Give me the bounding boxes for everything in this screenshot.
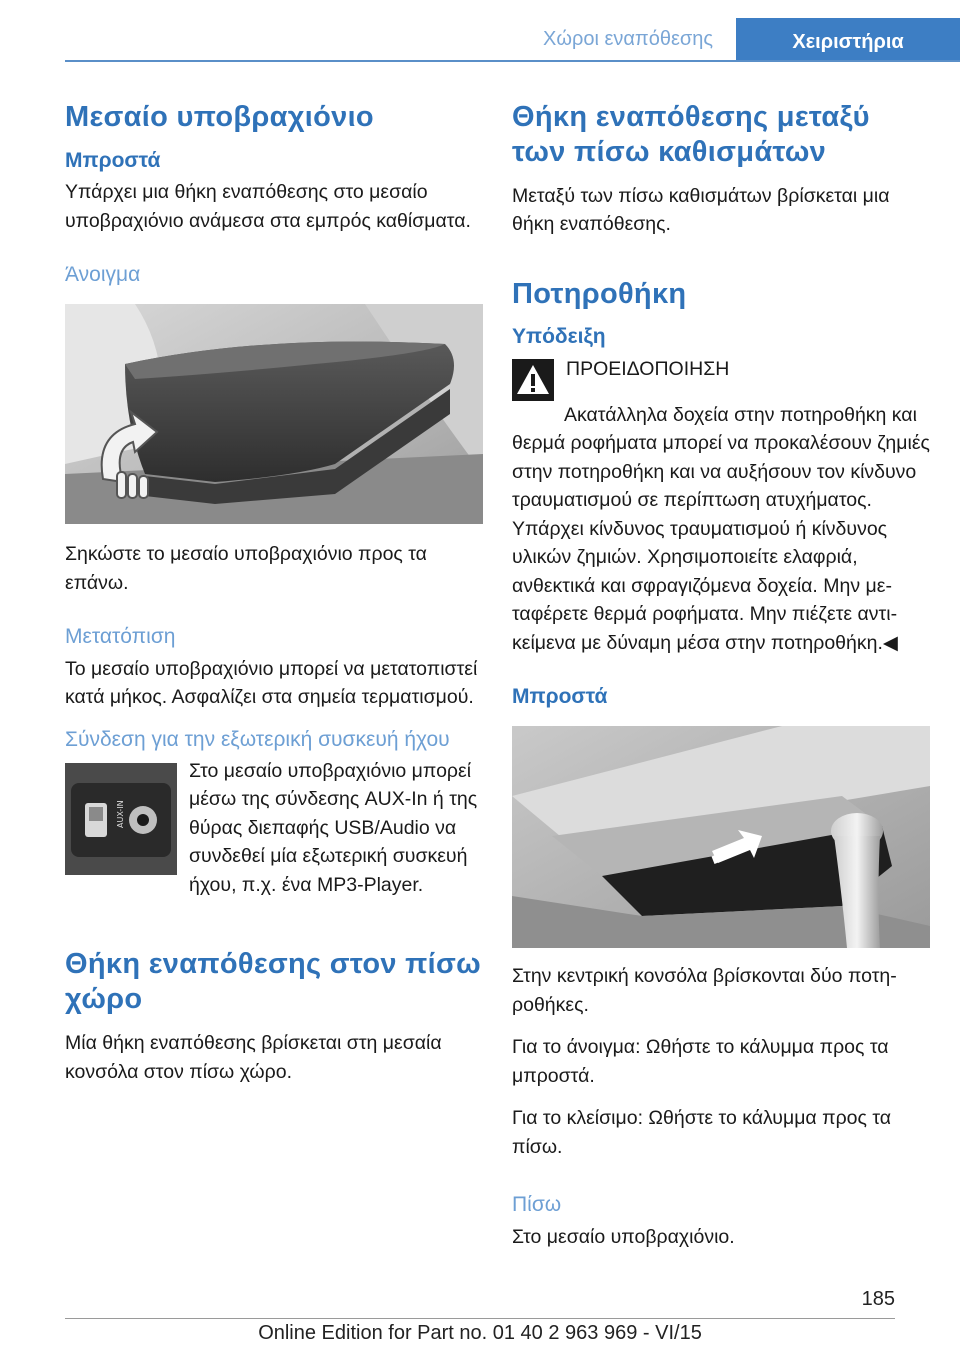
warning-title: ΠΡΟΕΙΔΟΠΟΙΗΣΗ [566, 357, 730, 380]
cupholder-title: Ποτηροθήκη [512, 277, 687, 310]
left-column [65, 100, 483, 1100]
armrest-image [65, 304, 483, 524]
section-tab[interactable]: Χώροι εναπόθεσης [543, 28, 713, 50]
cupholder-front-text1: Στην κεντρική κονσόλα βρίσκονται δύο ποτηροθήκες. [512, 965, 897, 1016]
cupholder-front-text2: Για το άνοιγμα: Ωθήστε το κάλυμμα προς τα μπροστά. [512, 1036, 889, 1087]
audio-heading: Σύνδεση για την εξωτερική συσκευή ήχου [65, 727, 450, 751]
active-tab-controls[interactable]: Χειριστήρια [736, 18, 960, 62]
audio-block [65, 757, 483, 900]
armrest-title: Μεσαίο υποβραχιόνιο [65, 101, 374, 133]
cupholder-front-heading: Μπροστά [512, 685, 608, 709]
front-heading: Μπροστά [65, 148, 161, 172]
warning-block [512, 355, 930, 401]
opening-heading: Άνοιγμα [65, 263, 141, 287]
cupholder-front-text3: Για το κλείσιμο: Ωθήστε το κάλυμμα προς τα πίσω. [512, 1107, 892, 1158]
warning-triangle-icon [512, 359, 554, 401]
between-seats-text: Μεταξύ των πίσω καθισμάτων βρίσκεται μια θήκη εναπόθεσης. [512, 184, 890, 236]
warning-text: Ακατάλληλα δοχεία στην ποτηροθήκη και θερμά ροφήματα μπορεί να προκαλέσουν ζημιές στην ποτηροθήκη και να αυξήσουν τον κίνδυνο τραυματισμού σε περίπτωση ατυχήματος. Υπάρχει κίνδυνος τραυματισμού ή κίνδυνος υλικών ζημιών. Χρησιμοποιείτε ελαφριά, ανθεκτικά και σφραγιζόμενα δοχεία. Μην μεταφέρετε θερμά ροφήματα. Μην πιέζετε αντικείμενα με δύναμη μέσα στην ποτηροθήκη.◀ [512, 403, 930, 654]
cupholder-rear-heading: Πίσω [512, 1193, 562, 1217]
audio-text: Στο μεσαίο υποβραχιόνιο μπορεί μέσω της σύνδεσης AUX-In ή της θύρας διεπαφής USB/Audio να συνδεθεί μία εξωτερική συσκευή ήχου, π.χ. ένα MP3-Player. [189, 759, 478, 896]
rear-storage-title: Θήκη εναπόθεσης στον πίσω χώρο [65, 948, 481, 1016]
footer-rule [65, 1318, 895, 1319]
opening-caption: Σηκώστε το μεσαίο υποβραχιόνιο προς τα επάνω. [65, 543, 427, 594]
note-heading: Υπόδειξη [512, 325, 606, 349]
right-column [512, 100, 930, 1265]
shift-heading: Μετατόπιση [65, 625, 176, 649]
aux-label: AUX-IN [116, 800, 125, 828]
page-header [0, 0, 960, 62]
page-number: 185 [861, 1288, 895, 1310]
header-rule [65, 60, 960, 62]
front-text: Υπάρχει μια θήκη εναπόθεσης στο μεσαίο υποβραχιόνιο ανάμεσα στα εμπρός καθίσματα. [65, 181, 471, 232]
between-seats-title: Θήκη εναπόθεσης μεταξύ των πίσω καθισμάτων [512, 101, 870, 168]
shift-text: Το μεσαίο υποβραχιόνιο μπορεί να μετατοπιστεί κατά μήκος. Ασφαλίζει στα σημεία τερματισμού. [65, 657, 478, 709]
cupholder-rear-text: Στο μεσαίο υποβραχιόνιο. [512, 1225, 735, 1248]
rear-storage-text: Μία θήκη εναπόθεσης βρίσκεται στη μεσαία κονσόλα στον πίσω χώρο. [65, 1032, 442, 1083]
aux-usb-image [65, 763, 177, 875]
cupholder-image [512, 726, 930, 948]
edition-text: Online Edition for Part no. 01 40 2 963 969 - VI/15 [258, 1322, 702, 1344]
